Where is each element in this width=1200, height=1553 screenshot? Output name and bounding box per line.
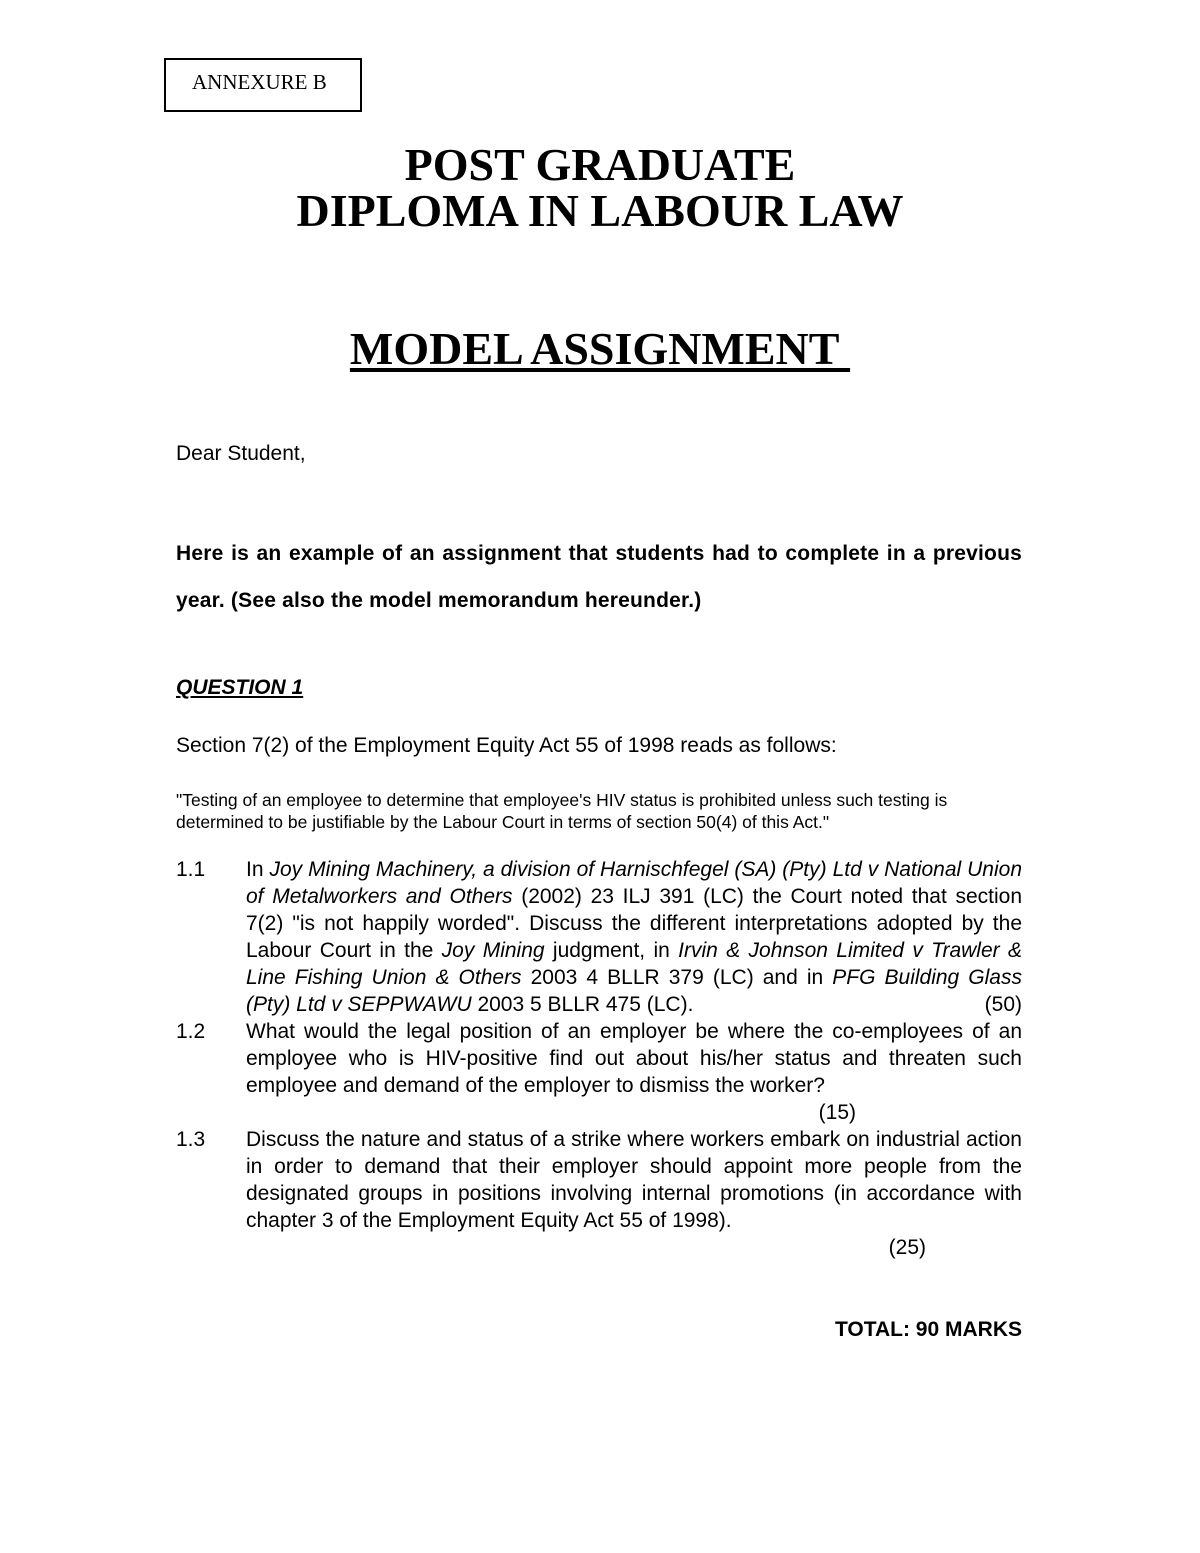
total-marks: TOTAL: 90 MARKS xyxy=(834,1318,1022,1341)
annexure-label: ANNEXURE B xyxy=(164,58,362,112)
statute-quote: "Testing of an employee to determine that employee's HIV status is prohibited unless such testing is determined to be justifiable by the Labour Court in terms of section 50(4) of this Act." xyxy=(176,790,948,832)
question-1-3 xyxy=(176,1126,1022,1234)
case-name: Irvin & Johnson Limited v Trawler & Line Fishing Union & Others xyxy=(246,939,1022,989)
question-items xyxy=(176,856,1022,1261)
question-1-1 xyxy=(176,856,1022,1018)
case-name: Joy Mining xyxy=(441,939,545,962)
text-run: judgment, in xyxy=(544,939,679,962)
text-run: 2003 4 BLLR 379 (LC) and in xyxy=(521,966,833,989)
section-text: Section 7(2) of the Employment Equity Act 55 of 1998 reads as follows: xyxy=(176,734,837,757)
item-body xyxy=(246,856,1022,1018)
item-body: What would the legal position of an employer be where the co-employees of an employee who is HIV-positive find out about his/her status and threaten such employee and demand of the employer to dismiss the worker? xyxy=(246,1020,1022,1097)
title-line-2: DIPLOMA IN LABOUR LAW xyxy=(296,185,904,236)
greeting: Dear Student, xyxy=(176,442,306,465)
item-number: 1.3 xyxy=(176,1128,206,1151)
marks-1-2: (15) xyxy=(818,1101,856,1124)
case-name: PFG Building Glass (Pty) Ltd v SEPPWAWU xyxy=(246,966,1022,1016)
item-number: 1.1 xyxy=(176,858,206,881)
text-run: (2002) 23 ILJ 391 (LC) the Court noted that section 7(2) "is not happily worded". Discuss the different interpretations adopted by the Labour Court in the xyxy=(246,885,1023,962)
text-run: 2003 5 BLLR 475 (LC). xyxy=(471,993,694,1016)
model-assignment-heading: MODEL ASSIGNMENT xyxy=(349,323,851,374)
text-run: In xyxy=(246,858,270,881)
marks-1-3: (25) xyxy=(888,1236,926,1259)
question-1-2 xyxy=(176,1018,1022,1099)
marks-1-1: (50) xyxy=(984,993,1022,1016)
case-name: Joy Mining Machinery, a division of Harnischfegel (SA) (Pty) Ltd v National Union of Metalworkers and Others xyxy=(246,858,1023,908)
item-body: Discuss the nature and status of a strike where workers embark on industrial action in order to demand that their employer should appoint more people from the designated groups in positions involving internal promotions (in accordance with chapter 3 of the Employment Equity Act 55 of 1998). xyxy=(246,1128,1022,1232)
title-line-1: POST GRADUATE xyxy=(404,139,796,190)
item-number: 1.2 xyxy=(176,1020,206,1043)
intro-paragraph: Here is an example of an assignment that students had to complete in a previous year. (See also the model memorandum hereunder.) xyxy=(176,542,1022,612)
question-heading: QUESTION 1 xyxy=(176,676,304,699)
